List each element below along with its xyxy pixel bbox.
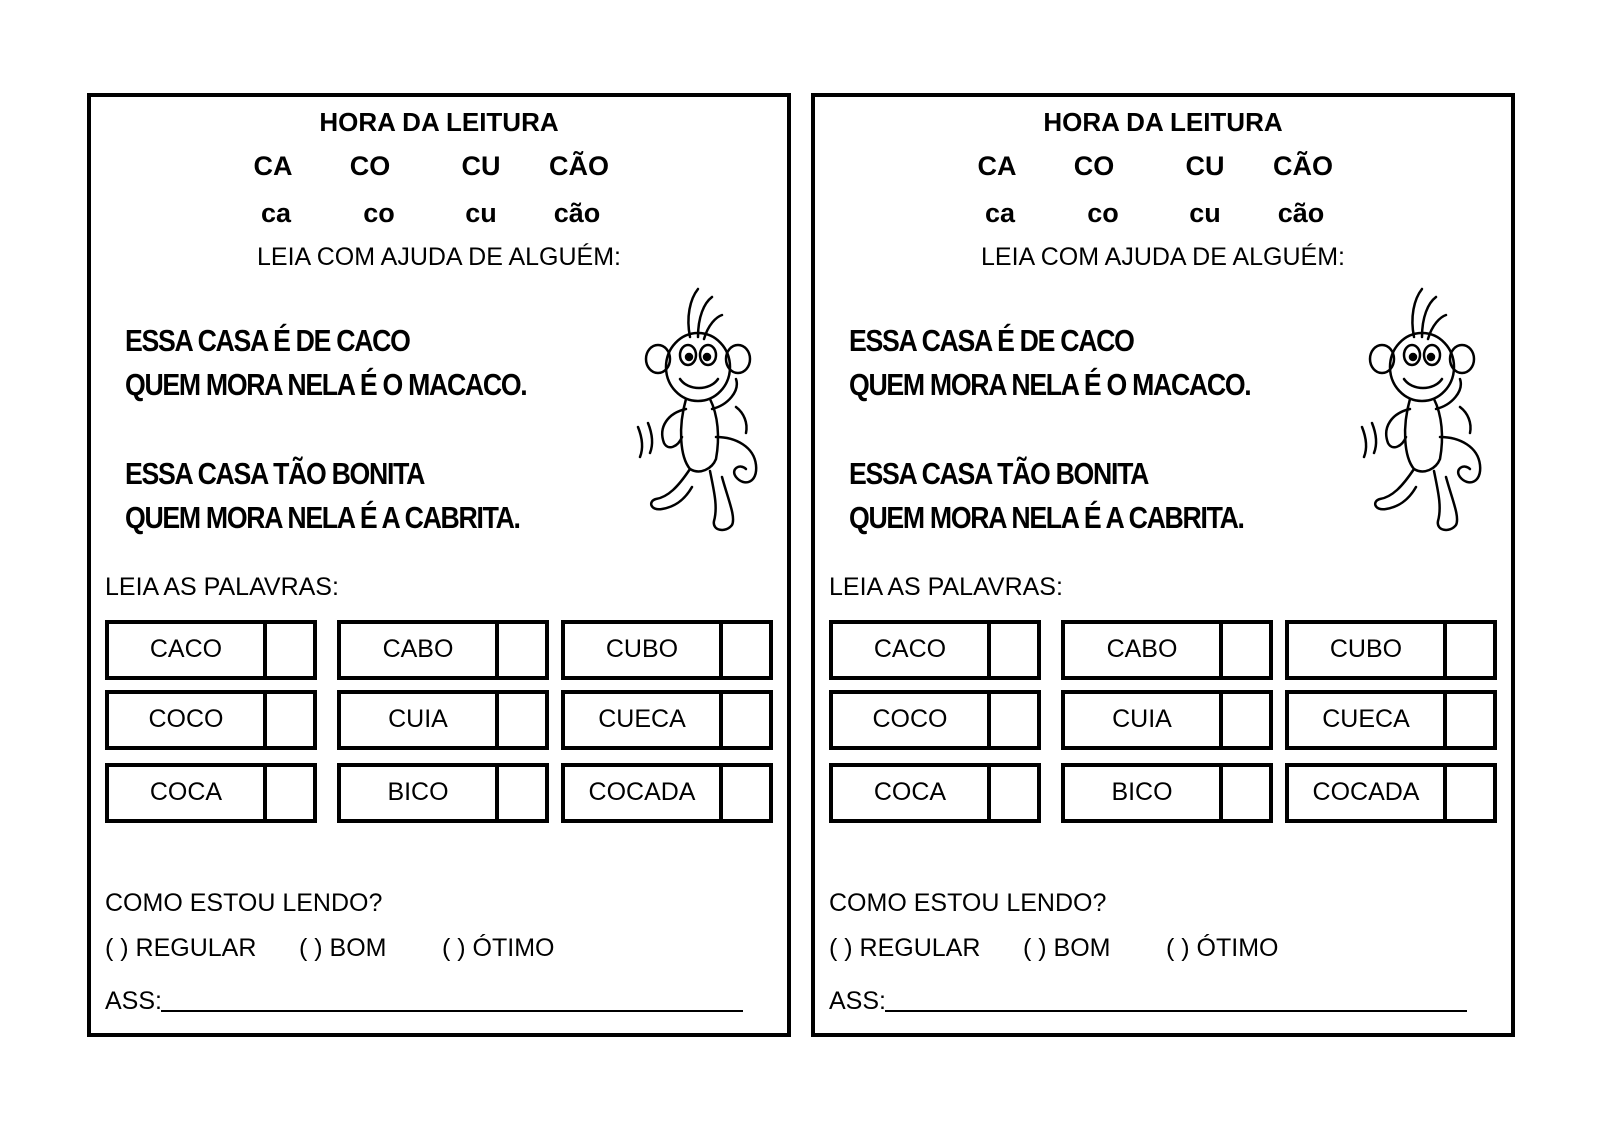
monkey-icon — [628, 287, 768, 537]
syllable-lower: co — [363, 198, 395, 228]
word-text: BICO — [1111, 778, 1173, 806]
check-box[interactable] — [263, 694, 313, 746]
check-box[interactable] — [719, 767, 769, 819]
poem-line: QUEM MORA NELA É O MACACO. — [849, 367, 1251, 402]
word-box — [561, 690, 773, 750]
word-box — [829, 620, 1041, 680]
rating-option-otimo[interactable]: ( ) ÓTIMO — [1166, 934, 1279, 962]
word-box — [1061, 763, 1273, 823]
words-label: LEIA AS PALAVRAS: — [829, 573, 1063, 601]
word-text: BICO — [387, 778, 449, 806]
syllable-upper: CÃO — [549, 151, 609, 181]
card-title: HORA DA LEITURA — [1043, 107, 1283, 137]
check-box[interactable] — [1443, 624, 1493, 676]
poem-line: QUEM MORA NELA É A CABRITA. — [849, 500, 1244, 535]
syllable-lower: ca — [260, 198, 292, 228]
word-box — [561, 620, 773, 680]
reading-card-left — [87, 93, 791, 1037]
syllable-lower: cão — [553, 198, 601, 228]
word-box — [337, 620, 549, 680]
check-box[interactable] — [495, 624, 545, 676]
poem-stanza-1 — [849, 319, 1250, 407]
rating-option-bom[interactable]: ( ) BOM — [1023, 934, 1111, 962]
reading-question: COMO ESTOU LENDO? — [105, 889, 383, 917]
check-box[interactable] — [1219, 767, 1269, 819]
poem-line: ESSA CASA É DE CACO — [125, 323, 410, 358]
poem-stanza-2 — [849, 452, 1244, 540]
syllable-upper: CO — [1073, 151, 1115, 181]
rating-option-regular[interactable]: ( ) REGULAR — [829, 934, 981, 962]
word-box — [1285, 620, 1497, 680]
check-box[interactable] — [719, 624, 769, 676]
check-box[interactable] — [263, 624, 313, 676]
word-box — [1061, 620, 1273, 680]
word-text: COCA — [873, 778, 947, 806]
rating-option-bom[interactable]: ( ) BOM — [299, 934, 387, 962]
check-box[interactable] — [1219, 624, 1269, 676]
word-box — [561, 763, 773, 823]
word-text: COCA — [149, 778, 223, 806]
check-box[interactable] — [495, 767, 545, 819]
syllable-lower: ca — [984, 198, 1016, 228]
poem-line: ESSA CASA É DE CACO — [849, 323, 1134, 358]
check-box[interactable] — [987, 624, 1037, 676]
word-text: CACO — [149, 635, 223, 663]
signature-line[interactable] — [161, 1010, 743, 1012]
poem-line: QUEM MORA NELA É A CABRITA. — [125, 500, 520, 535]
word-text: CUECA — [1322, 705, 1410, 733]
monkey-icon — [1352, 287, 1492, 537]
word-text: COCO — [148, 705, 224, 733]
poem-line: QUEM MORA NELA É O MACACO. — [125, 367, 527, 402]
syllable-lower: cu — [465, 198, 497, 228]
poem-line: ESSA CASA TÃO BONITA — [125, 456, 425, 491]
word-box — [105, 690, 317, 750]
reading-card-right — [811, 93, 1515, 1037]
word-box — [105, 763, 317, 823]
word-box — [829, 690, 1041, 750]
syllable-upper: CU — [461, 151, 501, 181]
word-box — [337, 763, 549, 823]
word-text: CABO — [382, 635, 454, 663]
word-box — [1285, 690, 1497, 750]
check-box[interactable] — [719, 694, 769, 746]
word-text: CACO — [873, 635, 947, 663]
syllable-upper: CA — [977, 151, 1017, 181]
rating-option-regular[interactable]: ( ) REGULAR — [105, 934, 257, 962]
signature-label: ASS: — [829, 987, 886, 1015]
card-title: HORA DA LEITURA — [319, 107, 559, 137]
check-box[interactable] — [263, 767, 313, 819]
syllable-upper: CU — [1185, 151, 1225, 181]
syllable-lower: cão — [1277, 198, 1325, 228]
reading-question: COMO ESTOU LENDO? — [829, 889, 1107, 917]
poem-line: ESSA CASA TÃO BONITA — [849, 456, 1149, 491]
poem-stanza-1 — [125, 319, 526, 407]
check-box[interactable] — [1219, 694, 1269, 746]
check-box[interactable] — [495, 694, 545, 746]
word-text: CUIA — [388, 705, 448, 733]
word-text: CABO — [1106, 635, 1178, 663]
signature-line[interactable] — [885, 1010, 1467, 1012]
word-box — [105, 620, 317, 680]
word-text: COCADA — [588, 778, 696, 806]
syllable-upper: CÃO — [1273, 151, 1333, 181]
check-box[interactable] — [1443, 694, 1493, 746]
instruction-text: LEIA COM AJUDA DE ALGUÉM: — [256, 243, 621, 271]
poem-stanza-2 — [125, 452, 520, 540]
word-text: COCO — [872, 705, 948, 733]
word-text: CUBO — [605, 635, 679, 663]
rating-option-otimo[interactable]: ( ) ÓTIMO — [442, 934, 555, 962]
syllable-upper: CO — [349, 151, 391, 181]
instruction-text: LEIA COM AJUDA DE ALGUÉM: — [980, 243, 1345, 271]
syllable-lower: co — [1087, 198, 1119, 228]
check-box[interactable] — [987, 767, 1037, 819]
word-box — [337, 690, 549, 750]
word-text: COCADA — [1312, 778, 1420, 806]
syllable-lower: cu — [1189, 198, 1221, 228]
word-text: CUBO — [1329, 635, 1403, 663]
check-box[interactable] — [987, 694, 1037, 746]
word-box — [829, 763, 1041, 823]
check-box[interactable] — [1443, 767, 1493, 819]
signature-label: ASS: — [105, 987, 162, 1015]
syllable-upper: CA — [253, 151, 293, 181]
word-text: CUIA — [1112, 705, 1172, 733]
words-label: LEIA AS PALAVRAS: — [105, 573, 339, 601]
word-box — [1285, 763, 1497, 823]
word-box — [1061, 690, 1273, 750]
word-text: CUECA — [598, 705, 686, 733]
